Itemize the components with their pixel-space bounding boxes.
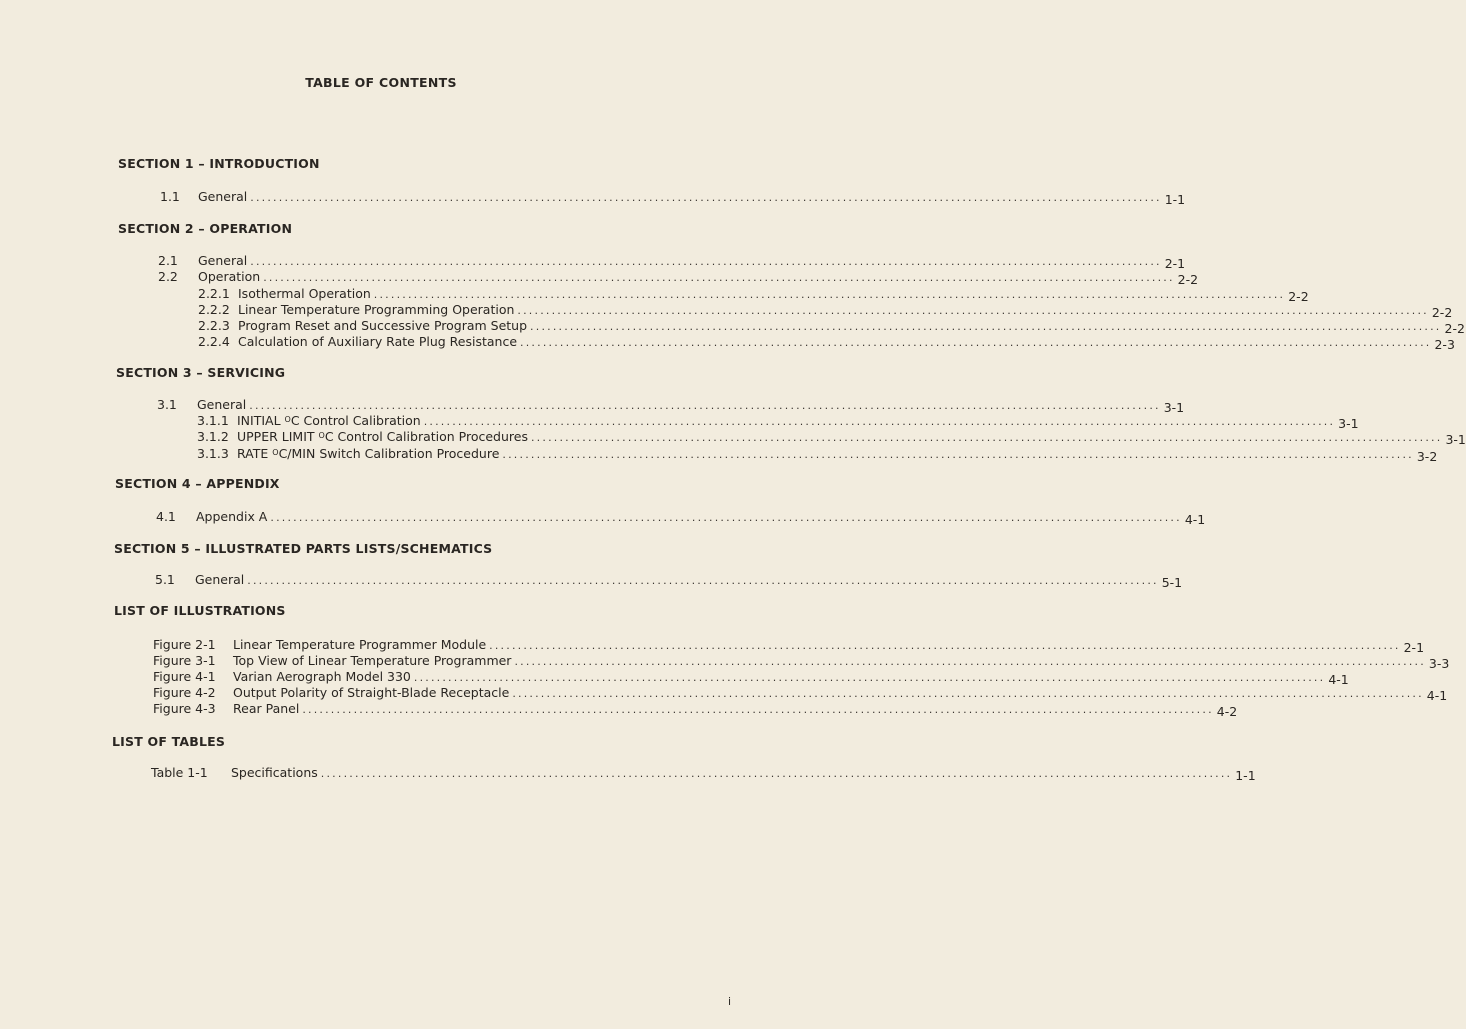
dot-leader: ................................................................................................................................................................ — [270, 511, 1182, 524]
toc-entry — [198, 318, 1465, 336]
entry-number: 2.1 — [158, 253, 178, 268]
entry-page: 2-3 — [1434, 337, 1455, 352]
entry-number: Table 1-1 — [151, 765, 208, 780]
toc-entry — [198, 302, 1453, 320]
section-heading: SECTION 1 – INTRODUCTION — [118, 156, 320, 171]
entry-number: Figure 2-1 — [153, 637, 216, 652]
entry-page: 4-2 — [1216, 704, 1238, 719]
entry-label: INITIAL $^O$C Control Calibration — [237, 413, 421, 428]
entry-number: 3.1.1 — [197, 413, 229, 428]
entry-number: 2.2.2 — [198, 302, 230, 317]
dot-leader: ................................................................................................................................................................ — [520, 336, 1432, 349]
entry-number: Figure 4-2 — [153, 685, 216, 700]
dot-leader: ................................................................................................................................................................ — [247, 574, 1159, 587]
entry-page: 3-1 — [1338, 416, 1359, 431]
entry-label: Operation — [198, 269, 261, 284]
entry-label: Calculation of Auxiliary Rate Plug Resistance — [238, 334, 518, 349]
toc-entry — [153, 637, 1425, 655]
entry-page: 4-1 — [1426, 688, 1448, 703]
entry-page: 2-1 — [1164, 256, 1186, 271]
toc-entry — [158, 253, 1186, 271]
entry-number: Figure 4-1 — [153, 669, 216, 684]
dot-leader: ................................................................................................................................................................ — [517, 304, 1429, 317]
entry-page: 2-1 — [1403, 640, 1425, 655]
section-heading: LIST OF ILLUSTRATIONS — [114, 603, 286, 618]
dot-leader: ................................................................................................................................................................ — [423, 415, 1336, 428]
entry-number: 3.1.2 — [197, 429, 229, 444]
entry-number: 5.1 — [155, 572, 175, 587]
entry-page: 3-2 — [1416, 449, 1438, 464]
entry-label: RATE $^O$C/MIN Switch Calibration Procedure — [237, 446, 500, 461]
entry-number: Figure 4-3 — [153, 701, 216, 716]
degree-superscript: O — [284, 415, 291, 424]
toc-entry — [153, 653, 1450, 671]
dot-leader: ................................................................................................................................................................ — [530, 320, 1442, 333]
toc-entry — [197, 429, 1466, 447]
entry-page: 4-1 — [1184, 512, 1206, 527]
dot-leader: ................................................................................................................................................................ — [489, 639, 1401, 652]
entry-page: 2-2 — [1431, 305, 1453, 320]
toc-entry — [156, 509, 1206, 527]
section-heading: SECTION 5 – ILLUSTRATED PARTS LISTS/SCHEMATICS — [114, 541, 493, 556]
toc-entry — [198, 286, 1309, 304]
toc-entry — [153, 669, 1349, 687]
entry-label: General — [198, 189, 248, 204]
toc-entry — [153, 685, 1448, 703]
dot-leader: ................................................................................................................................................................ — [250, 191, 1162, 204]
toc-entry — [158, 269, 1199, 287]
entry-label: Top View of Linear Temperature Programmer — [233, 653, 512, 668]
entry-label: General — [198, 253, 248, 268]
entry-page: 5-1 — [1161, 575, 1183, 590]
entry-label: Linear Temperature Programmer Module — [233, 637, 487, 652]
dot-leader: ................................................................................................................................................................ — [502, 448, 1414, 461]
toc-entry — [151, 765, 1256, 783]
entry-number: 3.1.3 — [197, 446, 229, 461]
entry-page: 3-1 — [1163, 400, 1185, 415]
entry-number: 3.1 — [157, 397, 177, 412]
entry-page: 4-1 — [1328, 672, 1349, 687]
entry-label: Rear Panel — [233, 701, 300, 716]
degree-superscript: O — [318, 431, 325, 440]
section-heading: SECTION 4 – APPENDIX — [115, 476, 280, 491]
entry-number: Figure 3-1 — [153, 653, 216, 668]
entry-page: 2-2 — [1288, 289, 1309, 304]
entry-page: 1-1 — [1164, 192, 1186, 207]
dot-leader: ................................................................................................................................................................ — [530, 431, 1443, 444]
dot-leader: ................................................................................................................................................................ — [302, 703, 1214, 716]
entry-label: Output Polarity of Straight-Blade Receptacle — [233, 685, 510, 700]
entry-label: Specifications — [231, 765, 318, 780]
entry-number: 2.2.1 — [198, 286, 230, 301]
toc-entry — [155, 572, 1183, 590]
toc-entry — [198, 334, 1455, 352]
toc-entry — [197, 413, 1359, 431]
toc-entry — [197, 446, 1438, 464]
section-heading: SECTION 3 – SERVICING — [116, 365, 286, 380]
entry-number: 4.1 — [156, 509, 176, 524]
page-number: i — [728, 995, 732, 1008]
entry-number: 1.1 — [160, 189, 180, 204]
entry-page: 2-2 — [1177, 272, 1199, 287]
dot-leader: ................................................................................................................................................................ — [263, 271, 1175, 284]
entry-label: Linear Temperature Programming Operation — [238, 302, 515, 317]
degree-superscript: O — [272, 448, 279, 457]
entry-label: Varian Aerograph Model 330 — [233, 669, 411, 684]
entry-label: General — [197, 397, 247, 412]
entry-page: 3-3 — [1428, 656, 1450, 671]
section-heading: LIST OF TABLES — [112, 734, 226, 749]
entry-number: 2.2.4 — [198, 334, 230, 349]
entry-label: Isothermal Operation — [238, 286, 371, 301]
dot-leader: ................................................................................................................................................................ — [373, 288, 1286, 301]
entry-label: Appendix A — [196, 509, 268, 524]
dot-leader: ................................................................................................................................................................ — [250, 255, 1162, 268]
entry-number: 2.2.3 — [198, 318, 230, 333]
dot-leader: ................................................................................................................................................................ — [249, 399, 1161, 412]
toc-entry — [153, 701, 1238, 719]
entry-page: 3-1 — [1445, 432, 1466, 447]
dot-leader: ................................................................................................................................................................ — [514, 655, 1426, 668]
dot-leader: ................................................................................................................................................................ — [512, 687, 1424, 700]
entry-page: 2-2 — [1444, 321, 1465, 336]
dot-leader: ................................................................................................................................................................ — [320, 767, 1233, 780]
toc-entry — [160, 189, 1186, 207]
toc-entry — [157, 397, 1185, 415]
entry-number: 2.2 — [158, 269, 178, 284]
entry-label: General — [195, 572, 245, 587]
entry-label: UPPER LIMIT $^O$C Control Calibration Procedures — [237, 429, 528, 444]
dot-leader: ................................................................................................................................................................ — [413, 671, 1326, 684]
entry-label: Program Reset and Successive Program Setup — [238, 318, 528, 333]
page-title: TABLE OF CONTENTS — [305, 75, 457, 90]
section-heading: SECTION 2 – OPERATION — [118, 221, 293, 236]
entry-page: 1-1 — [1235, 768, 1256, 783]
